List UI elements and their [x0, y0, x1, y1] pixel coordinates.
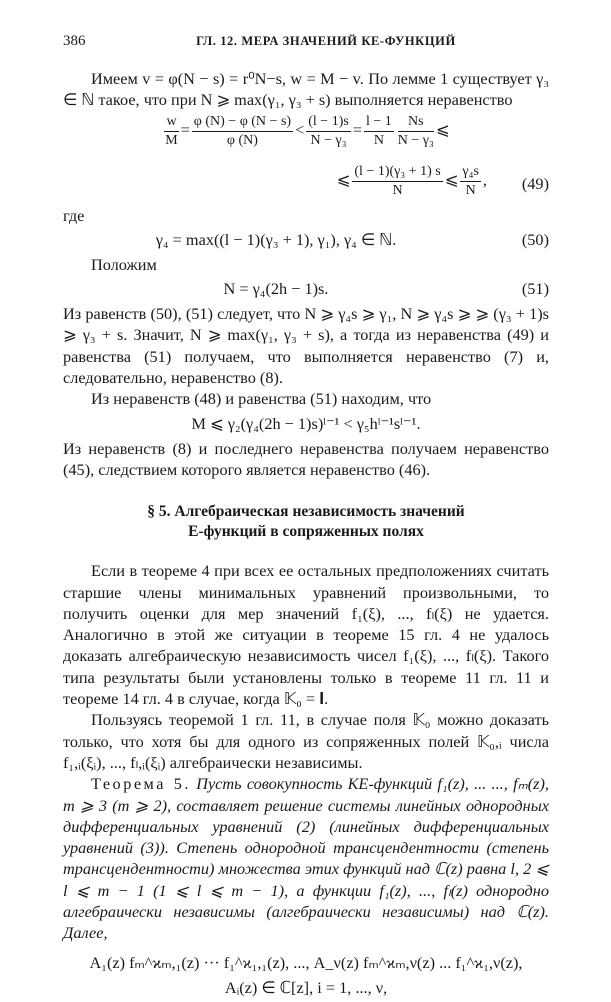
page-number: 386 [63, 33, 86, 49]
equation-49-line-1: $\frac{w}{M}$ = $\frac{\varphi (N) - \varphi (N - s)}{\varphi (N)}$ < $\frac{(l - 1)s}{\text{N − γ₃}}$ = $\frac{l - 1}{N}$ $\frac{Ns}{\text{N − γ₃}}$ ⩽ [165, 113, 450, 148]
where-label: где [63, 205, 85, 225]
fraction-l-over-n: $\frac{l - 1}{N}$ [366, 113, 392, 148]
theorem-label: Теорема 5. [91, 774, 191, 794]
equation-final-2: Aᵢ(z) ∈ ℂ[z], i = 1, ..., ν, [224, 977, 388, 997]
fraction-w-over-m: $\frac{w}{M}$ [165, 113, 178, 148]
page-header [63, 33, 549, 53]
equation-final-1: A₁(z) fₘ^ϰₘ,₁(z) ··· f₁^ϰ₁,₁(z), ..., A_ν(z) fₘ^ϰₘ,ν(z) ... f₁^ϰ₁,ν(z), [89, 952, 523, 972]
paragraph-intro: Имеем v = φ(N − s) = r⁰N−s, w = M − v. По лемме 1 существует γ₃ ∈ ℕ такое, что при N ⩾ max(γ₁, γ₃ + s) выполняется неравенство [63, 69, 549, 110]
put-label: Положим [91, 254, 157, 274]
section-heading: § 5. Алгебраическая независимость значений Е-функций в сопряженных полях [147, 503, 465, 541]
equation-m-bound: M ⩽ γ₂(γ₄(2h − 1)s)ˡ⁻¹ < γ₅hˡ⁻¹sˡ⁻¹. [191, 413, 421, 433]
equation-number-49: (49) [521, 173, 549, 193]
equation-50: γ₄ = max((l − 1)(γ₃ + 1), γ₁), γ₄ ∈ ℕ. (50) [155, 229, 549, 249]
theorem-text: Пусть совокупность КЕ-функций f₁(z), ... ..., fₘ(z), m ⩾ 3 (m ⩾ 2), составляет решение системы линейных однородных дифференциальных уравнений (2) (линейных дифференциальных уравнений (3)). Степень однородной трансцендентности (степень трансцендентности) множества этих функций над ℂ(z) равна l, 2 ⩽ l ⩽ m − 1 (1 ⩽ l ⩽ m − 1), а функции f₁(z), ..., fₗ(z) однородно алгебраически независимы (алгебраически независимы) над ℂ(z). Далее, [63, 774, 549, 943]
fraction-ns: $\frac{Ns}{\text{N − γ₃}}$ [397, 113, 434, 148]
paragraph-theorem-1: Пользуясь теоремой 1 гл. 11, в случае поля 𝕂₀ можно доказать только, что хотя бы для одного из сопряженных полей 𝕂₀,ᵢ числа f₁,ᵢ(ξᵢ), ..., fₗ,ᵢ(ξᵢ) алгебраически независимы. [63, 710, 549, 772]
theorem-5 [63, 773, 549, 943]
running-title: ГЛ. 12. МЕРА ЗНАЧЕНИЙ КЕ-ФУНКЦИЙ [196, 34, 456, 48]
equation-49-line-2: ⩽ $\frac{\text{(l − 1)(γ₃ + 1) s}}{N}$ ⩽ $\frac{\text{γ₄s}}{N}$ , (49) [336, 163, 549, 198]
paragraph-result: Из неравенств (8) и последнего неравенства получаем неравенство (45), следствием которого является неравенство (46). [63, 438, 549, 479]
fraction-gamma3: $\frac{\text{(l − 1)(γ₃ + 1) s}}{N}$ [354, 163, 441, 198]
fraction-gamma4: $\frac{\text{γ₄s}}{N}$ [462, 163, 479, 198]
equation-number-50: (50) [521, 229, 549, 249]
fraction-phi: $\frac{\varphi (N) - \varphi (N - s)}{\varphi (N)}$ [193, 113, 292, 148]
paragraph-conclusion: Из равенств (50), (51) следует, что N ⩾ γ₄s ⩾ γ₁, N ⩾ γ₄s ⩾ ⩾ (γ₃ + 1)s ⩾ γ₃ + s. Значит, N ⩾ max(γ₁, γ₃ + s), а тогда из неравенства (49) и равенства (51) получаем, что выполняется неравенство (7) и, следовательно, неравенство (8). [63, 304, 549, 388]
equation-51: N = γ₄(2h − 1)s. (51) [223, 279, 549, 299]
paragraph-section-intro: Если в теореме 4 при всех ее остальных предположениях считать старшие члены минимальных уравнений произвольными, то получить оценки для мер значений f₁(ξ), ..., fₗ(ξ) не удается. Аналогично в этой же ситуации в теореме 15 гл. 4 не удалось доказать алгебраическую независимость чисел f₁(ξ), ..., fₗ(ξ). Такого типа результаты были установлены только в теореме 11 гл. 11 и теореме 14 гл. 4 в случае, когда 𝕂₀ = 𝐈. [63, 561, 549, 709]
equation-number-51: (51) [521, 279, 549, 299]
paragraph-find: Из неравенств (48) и равенства (51) находим, что [91, 389, 432, 409]
page-body [63, 68, 549, 1002]
fraction-ls: $\frac{(l - 1)s}{\text{N − γ₃}}$ [308, 113, 349, 148]
